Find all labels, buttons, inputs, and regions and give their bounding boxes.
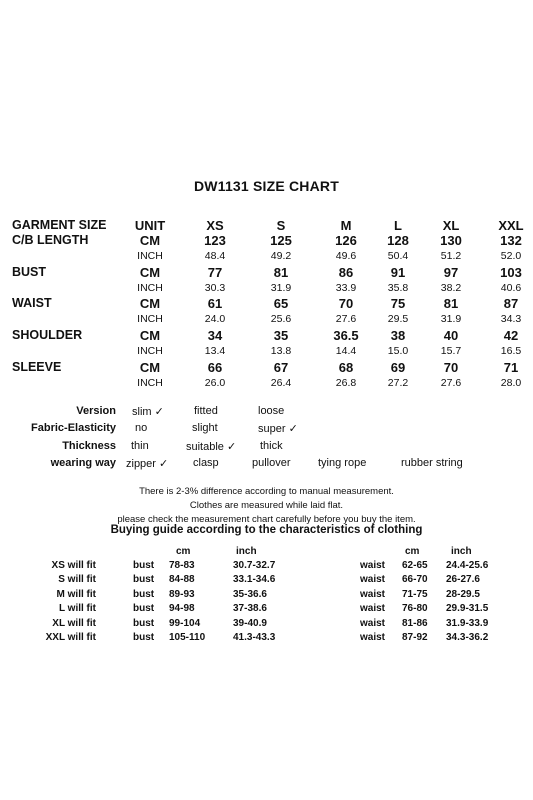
cm-value: 125 [270,233,292,248]
guide-bust-cm: 89-93 [169,588,195,600]
attribute-option: tying rope [318,457,367,469]
guide-waist-label: waist [360,632,386,643]
guide-waist-label: waist [360,588,386,600]
header-size: XS [206,218,224,233]
cm-value: 66 [207,360,223,375]
inch-value: 40.6 [500,282,522,294]
size-table-header [0,218,533,233]
inch-value: 50.4 [387,250,409,262]
cm-value: 77 [207,265,223,280]
guide-bust-label: bust [133,632,155,643]
inch-value: 49.2 [270,250,292,262]
guide-bust-inch: 41.3-43.3 [233,632,276,643]
unit-cm: CM [139,233,161,248]
guide-fit-label: XL will fit [52,617,96,629]
attribute-label: Fabric-Elasticity [31,422,116,434]
guide-header-inch: inch [451,546,472,557]
cm-value: 69 [390,360,406,375]
cm-value: 61 [207,296,223,311]
unit-inch: INCH [137,250,163,262]
inch-value: 31.9 [440,313,462,325]
attribute-option: loose [258,405,285,417]
guide-fit-label: M will fit [56,588,96,600]
inch-value: 31.9 [270,282,292,294]
guide-fit-label: S will fit [58,574,96,586]
cm-value: 86 [338,265,354,280]
inch-value: 24.0 [204,313,226,325]
attribute-option: suitable ✓ [186,441,237,453]
unit-inch: INCH [137,282,163,294]
guide-waist-cm: 76-80 [402,603,428,615]
inch-value: 29.5 [387,313,409,325]
unit-inch: INCH [137,377,163,389]
cm-value: 132 [500,233,522,248]
guide-row [0,574,533,588]
cm-value: 70 [338,296,354,311]
attribute-row [0,457,533,472]
inch-value: 27.2 [387,377,409,389]
attribute-row [0,422,533,437]
inch-value: 13.4 [204,345,226,357]
size-row-inch [0,377,533,392]
guide-bust-label: bust [133,574,155,586]
header-size: XXL [498,218,524,233]
attribute-option: thin [131,440,149,452]
unit-cm: CM [139,296,161,311]
inch-value: 48.4 [204,250,226,262]
note-line: There is 2-3% difference according to manual measurement. [139,486,394,497]
inch-value: 13.8 [270,345,292,357]
inch-value: 38.2 [440,282,462,294]
guide-waist-inch: 34.3-36.2 [446,632,489,643]
cm-value: 34 [207,328,223,343]
inch-value: 26.8 [335,377,357,389]
attribute-row [0,405,533,420]
header-size: M [340,218,352,233]
guide-fit-label: L will fit [58,603,96,615]
attribute-option: pullover [252,457,291,469]
inch-value: 49.6 [335,250,357,262]
measurement-label: BUST [12,265,47,279]
guide-waist-label: waist [360,617,386,629]
unit-inch: INCH [137,313,163,325]
guide-bust-label: bust [133,588,155,600]
guide-waist-cm: 62-65 [402,560,428,571]
guide-fit-label: XXL will fit [45,632,96,643]
measurement-label: SLEEVE [12,360,62,374]
inch-value: 25.6 [270,313,292,325]
guide-waist-inch: 29.9-31.5 [446,603,489,615]
size-row-cm [0,360,533,375]
attribute-option: fitted [194,405,218,417]
guide-header-cm: cm [405,546,420,557]
cm-value: 68 [338,360,354,375]
size-row-inch [0,282,533,297]
guide-bust-label: bust [133,617,155,629]
guide-bust-cm: 94-98 [169,603,195,615]
measurement-label: SHOULDER [12,328,83,342]
guide-waist-label: waist [360,574,386,586]
inch-value: 26.0 [204,377,226,389]
inch-value: 35.8 [387,282,409,294]
cm-value: 40 [443,328,459,343]
unit-cm: CM [139,265,161,280]
attribute-option: slim ✓ [132,406,164,418]
guide-waist-label: waist [360,603,386,615]
cm-value: 81 [273,265,289,280]
size-row-inch [0,345,533,360]
header-size: L [394,218,402,233]
measurement-label: WAIST [12,296,52,310]
guide-bust-cm: 78-83 [169,560,195,571]
measurement-label: C/B LENGTH [12,233,89,247]
guide-bust-cm: 99-104 [169,617,201,629]
cm-value: 71 [503,360,519,375]
guide-waist-label: waist [360,560,386,571]
attribute-option: super ✓ [258,423,298,435]
header-garment-size: GARMENT SIZE [12,218,107,232]
guide-waist-inch: 28-29.5 [446,588,480,600]
size-chart-title: DW1131 SIZE CHART [194,178,339,194]
cm-value: 35 [273,328,289,343]
inch-value: 15.7 [440,345,462,357]
header-unit: UNIT [134,218,166,233]
cm-value: 128 [387,233,409,248]
cm-value: 97 [443,265,459,280]
guide-waist-cm: 81-86 [402,617,428,629]
inch-value: 30.3 [204,282,226,294]
cm-value: 67 [273,360,289,375]
guide-waist-cm: 87-92 [402,632,428,643]
guide-row [0,632,533,646]
size-row-cm [0,233,533,248]
measurement-notes [0,485,533,527]
cm-value: 65 [273,296,289,311]
attribute-option: slight [192,422,218,434]
attribute-option: thick [260,440,283,452]
guide-waist-inch: 24.4-25.6 [446,560,489,571]
attribute-label: Version [76,405,116,417]
guide-bust-label: bust [133,603,155,615]
guide-row [0,560,533,574]
note-line: please check the measurement chart carefully before you buy the item. [117,514,416,525]
attribute-row [0,440,533,455]
cm-value: 38 [390,328,406,343]
inch-value: 14.4 [335,345,357,357]
header-size: S [276,218,286,233]
attribute-option: clasp [193,457,219,469]
guide-row [0,603,533,617]
attribute-option: zipper ✓ [126,458,169,470]
guide-waist-cm: 71-75 [402,588,428,600]
cm-value: 75 [390,296,406,311]
guide-bust-inch: 35-36.6 [233,588,267,600]
header-size: XL [442,218,460,233]
inch-value: 16.5 [500,345,522,357]
size-row-inch [0,250,533,265]
guide-header-inch: inch [236,546,257,557]
guide-waist-inch: 26-27.6 [446,574,480,586]
inch-value: 52.0 [500,250,522,262]
inch-value: 34.3 [500,313,522,325]
guide-row [0,618,533,632]
inch-value: 27.6 [440,377,462,389]
cm-value: 126 [335,233,357,248]
inch-value: 28.0 [500,377,522,389]
cm-value: 42 [503,328,519,343]
unit-cm: CM [139,360,161,375]
cm-value: 130 [440,233,462,248]
guide-fit-label: XS will fit [51,560,96,571]
cm-value: 70 [443,360,459,375]
guide-waist-cm: 66-70 [402,574,428,586]
guide-header-cm: cm [176,546,191,557]
guide-bust-inch: 37-38.6 [233,603,267,615]
size-row-cm [0,328,533,343]
cm-value: 87 [503,296,519,311]
inch-value: 15.0 [387,345,409,357]
guide-bust-inch: 30.7-32.7 [233,560,276,571]
size-row-cm [0,296,533,311]
attribute-option: no [135,422,148,434]
unit-inch: INCH [137,345,163,357]
note-line: Clothes are measured while laid flat. [189,500,344,511]
size-row-inch [0,313,533,328]
size-row-cm [0,265,533,280]
attribute-label: Thickness [62,440,116,452]
cm-value: 81 [443,296,459,311]
inch-value: 33.9 [335,282,357,294]
guide-bust-label: bust [133,560,155,571]
cm-value: 103 [500,265,522,280]
guide-bust-inch: 39-40.9 [233,617,267,629]
inch-value: 51.2 [440,250,462,262]
inch-value: 26.4 [270,377,292,389]
cm-value: 123 [204,233,226,248]
guide-row [0,589,533,603]
guide-bust-cm: 84-88 [169,574,195,586]
unit-cm: CM [139,328,161,343]
cm-value: 36.5 [333,328,359,343]
guide-bust-cm: 105-110 [169,632,206,643]
guide-bust-inch: 33.1-34.6 [233,574,276,586]
buying-guide-title: Buying guide according to the characteristics of clothing [110,524,423,536]
guide-waist-inch: 31.9-33.9 [446,617,489,629]
attribute-label: wearing way [50,457,116,469]
inch-value: 27.6 [335,313,357,325]
cm-value: 91 [390,265,406,280]
attribute-option: rubber string [401,457,463,469]
